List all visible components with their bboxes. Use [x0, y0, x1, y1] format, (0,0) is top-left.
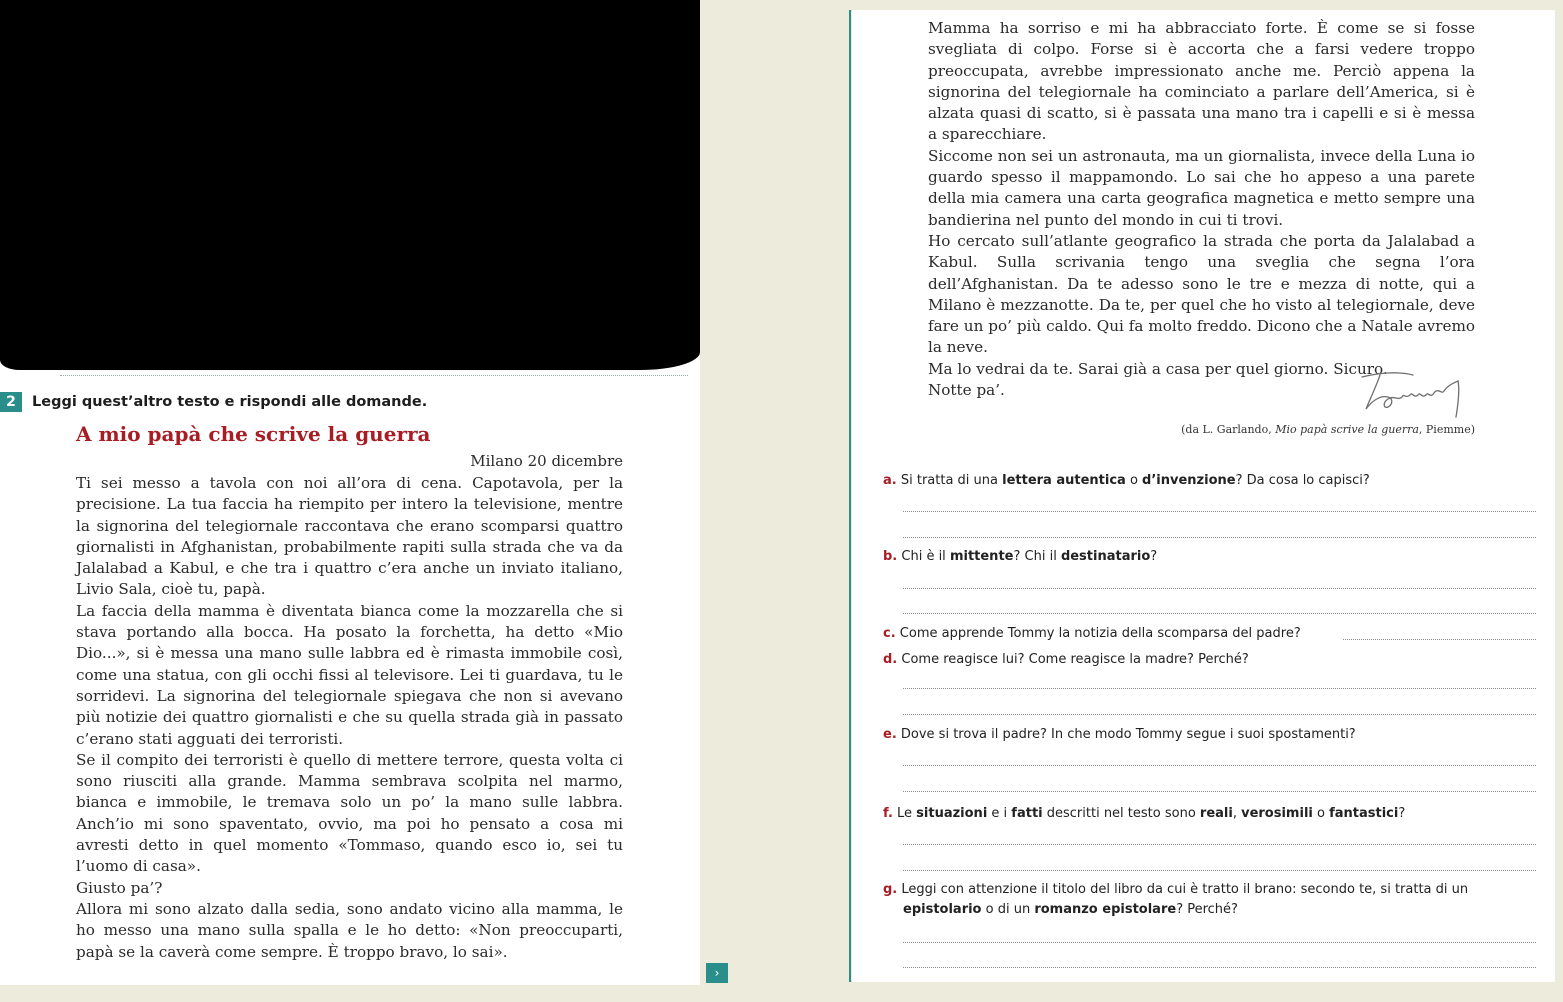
handwritten-signature [1358, 365, 1468, 420]
question-letter: d. [883, 652, 898, 667]
question-text: ? Perché? [1176, 902, 1238, 917]
letter-paragraph: Allora mi sono alzato dalla sedia, sono andato vicino alla mamma, le ho messo una mano sulla spalla e le ho detto: «Non preoccuparti, papà se la caverà come sempre. È troppo bravo, lo sai». [76, 899, 623, 961]
gutter-divider [849, 10, 851, 982]
letter-paragraph: Ma lo vedrai da te. Sarai già a casa per quel giorno. Sicuro. [928, 359, 1388, 378]
question-text: ? Chi il [1013, 549, 1061, 564]
answer-line[interactable] [903, 844, 1536, 845]
section-separator [60, 375, 688, 376]
answer-line[interactable] [903, 967, 1536, 968]
question-keyword: mittente [949, 549, 1014, 564]
question-letter: g. [883, 882, 898, 897]
question-text: Come apprende Tommy la notizia della scomparsa del padre? [895, 626, 1301, 641]
answer-line[interactable] [903, 688, 1536, 689]
answer-line[interactable] [903, 791, 1536, 792]
question-letter: e. [883, 727, 897, 742]
question-text: Le [892, 806, 917, 821]
question-g [883, 880, 1538, 920]
answer-line[interactable] [903, 588, 1536, 589]
question-text: Si tratta di una [896, 473, 1003, 488]
question-text: o [1125, 473, 1143, 488]
answer-line[interactable] [903, 537, 1536, 538]
question-keyword: situazioni [916, 806, 988, 821]
question-text: Chi è il [897, 549, 950, 564]
letter-body-right [928, 18, 1475, 401]
question-keyword: fantastici [1329, 806, 1399, 821]
exercise-instruction: Leggi quest’altro testo e rispondi alle domande. [32, 394, 428, 410]
answer-line[interactable] [903, 870, 1536, 871]
letter-body-left [76, 473, 623, 963]
letter-title: A mio papà che scrive la guerra [76, 422, 431, 446]
answer-line[interactable] [903, 511, 1536, 512]
letter-paragraph: La faccia della mamma è diventata bianca come la mozzarella che si stava portando alla bocca. Ha posato la forchetta, ha detto «Mio Dio...», si è messa una mano sulle labbra ed è rimasta immobile così, come una statua, con gli occhi fissi al televisore. Lei ti guardava, tu le sorridevi. La signorina del telegiornale spiegava che non si avevano più notizie dei quattro giornalisti e che su quella strada già in passato c’erano stati agguati dei terroristi. [76, 601, 623, 748]
source-book-title: Mio papà scrive la guerra [1275, 423, 1419, 436]
question-c [883, 624, 1338, 644]
question-f [883, 804, 1538, 824]
letter-paragraph: Notte pa’. [928, 381, 1005, 400]
letter-paragraph: Siccome non sei un astronauta, ma un giornalista, invece della Luna io guardo spesso il mappamondo. Lo sai che ho appeso a una parete della mia camera una carta geografica magnetica e metto sempre una bandierina nel punto del mondo in cui ti trovi. [928, 146, 1475, 229]
question-text: Leggi con attenzione il titolo del libro da cui è tratto il brano: secondo te, si tratta di un [897, 882, 1469, 897]
question-text: , [1232, 806, 1242, 821]
question-keyword: romanzo epistolare [1034, 902, 1177, 917]
question-a [883, 471, 1538, 491]
next-page-arrow-icon[interactable]: › [706, 963, 728, 983]
question-keyword: epistolario [903, 902, 982, 917]
question-text: o [1312, 806, 1330, 821]
source-citation [1181, 421, 1475, 439]
question-text: o di un [981, 902, 1035, 917]
question-keyword: destinatario [1060, 549, 1151, 564]
letter-date: Milano 20 dicembre [470, 452, 623, 470]
letter-paragraph: Se il compito dei terroristi è quello di mettere terrore, questa volta ci sono riusciti alla grande. Mamma sembrava scolpita nel marmo, bianca e immobile, le tremava solo un po’ la mano sulle labbra. Anch’io mi sono spaventato, ovvio, ma poi ho pensato a cosa mi avresti detto in quel momento «Tommaso, quando esco io, sei tu l’uomo di casa». [76, 750, 623, 876]
question-letter: a. [883, 473, 897, 488]
question-text: ? [1150, 549, 1158, 564]
source-prefix: (da L. Garlando, [1181, 423, 1276, 436]
answer-line[interactable] [903, 613, 1536, 614]
letter-paragraph: Ti sei messo a tavola con noi all’ora di cena. Capotavola, per la precisione. La tua faccia ha riempito per intero la televisione, mentre la signorina del telegiornale raccontava che erano scomparsi quattro giornalisti in Afghanistan, probabilmente rapiti sulla strada che va da Jalalabad a Kabul, e che tra i quattro c’era anche un inviato italiano, Livio Sala, cioè tu, papà. [76, 474, 623, 599]
question-text: descritti nel testo sono [1042, 806, 1200, 821]
question-keyword: fatti [1011, 806, 1043, 821]
question-keyword: verosimili [1241, 806, 1313, 821]
letter-paragraph: Mamma ha sorriso e mi ha abbracciato forte. È come se si fosse svegliata di colpo. Forse si è accorta che a farsi vedere troppo preoccupata, avrebbe impressionato anche me. Perciò appena la signorina del telegiornale ha cominciato a parlare dell’America, si è alzata quasi di scatto, si è passata una mano tra i capelli e si è messa a sparecchiare. [928, 19, 1475, 144]
question-b [883, 547, 1538, 567]
answer-line[interactable] [903, 714, 1536, 715]
exercise-number-badge: 2 [0, 392, 22, 412]
question-text: ? [1398, 806, 1406, 821]
question-text: Come reagisce lui? Come reagisce la madre? Perché? [897, 652, 1249, 667]
answer-line[interactable] [903, 942, 1536, 943]
answer-line[interactable] [1343, 639, 1536, 640]
question-letter: f. [883, 806, 893, 821]
question-letter: b. [883, 549, 898, 564]
letter-paragraph: Ho cercato sull’atlante geografico la strada che porta da Jalalabad a Kabul. Sulla scrivania tengo una sveglia che segna l’ora dell’Afghanistan. Da te adesso sono le tre e mezza di notte, qui a Milano è mezzanotte. Da te, per quel che ho visto al telegiornale, deve fare un po’ più caldo. Qui fa molto freddo. Dicono che a Natale avremo la neve. [928, 231, 1475, 357]
question-keyword: reali [1199, 806, 1233, 821]
question-d [883, 650, 1538, 670]
question-letter: c. [883, 626, 896, 641]
page-gutter [700, 0, 852, 985]
answer-line[interactable] [903, 765, 1536, 766]
redacted-image-area [0, 0, 700, 370]
question-text: ? Da cosa lo capisci? [1235, 473, 1370, 488]
letter-paragraph: Giusto pa’? [76, 878, 163, 897]
question-keyword: lettera autentica [1002, 473, 1126, 488]
question-keyword: d’invenzione [1142, 473, 1236, 488]
question-text: Dove si trova il padre? In che modo Tommy segue i suoi spostamenti? [896, 727, 1356, 742]
question-text: e i [987, 806, 1012, 821]
source-suffix: , Piemme) [1418, 423, 1475, 436]
question-e [883, 725, 1538, 745]
